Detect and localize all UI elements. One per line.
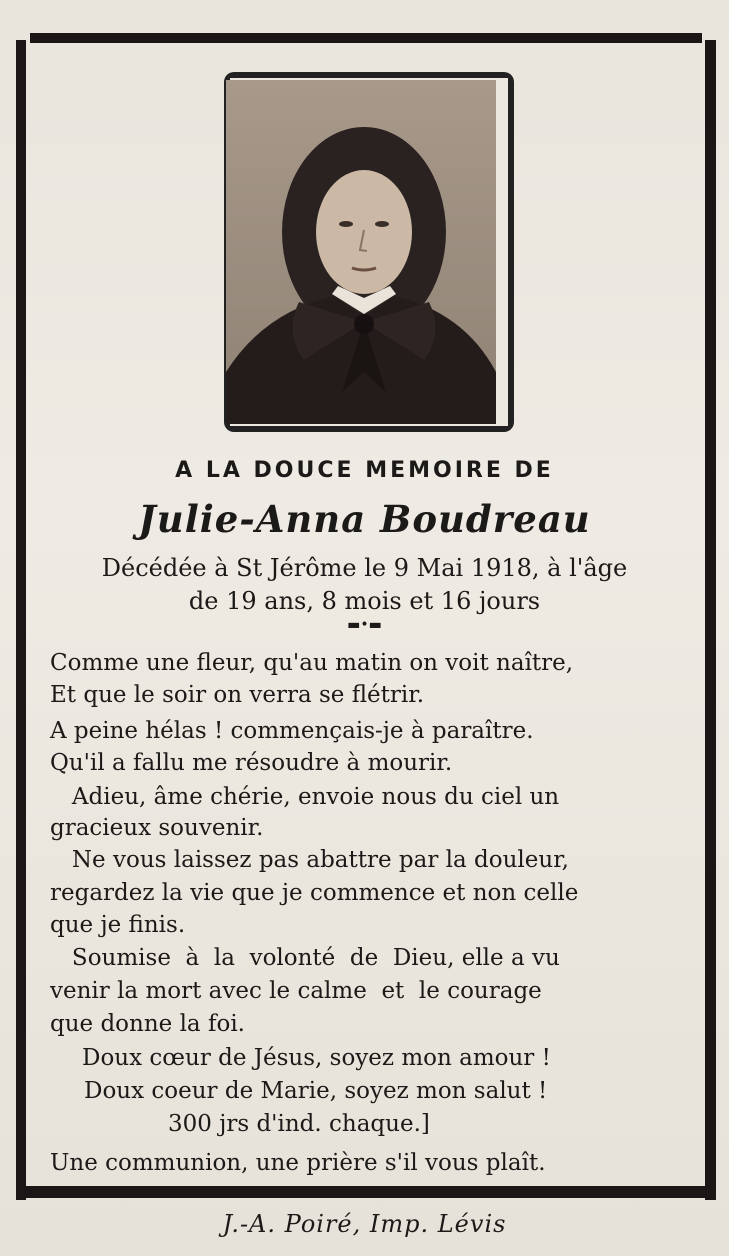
death-details-line-1: Décédée à St Jérôme le 9 Mai 1918, à l'âge — [101, 554, 628, 582]
memorial-heading: A LA DOUCE MEMOIRE DE — [175, 458, 554, 483]
paragraph-line: Soumise à la volonté de Dieu, elle a vu — [50, 945, 560, 971]
portrait-photo — [224, 72, 514, 432]
poem-line: A peine hélas ! commençais-je à paraître. — [50, 718, 534, 744]
paragraph-line: que donne la foi. — [50, 1011, 245, 1037]
closing-request: Une communion, une prière s'il vous plaît. — [50, 1150, 546, 1176]
paragraph-line: venir la mort avec le calme et le courage — [50, 978, 542, 1004]
prayer-sacred-heart: Doux cœur de Jésus, soyez mon amour ! — [82, 1045, 551, 1071]
poem-line: Qu'il a fallu me résoudre à mourir. — [50, 750, 453, 776]
paragraph-line: regardez la vie que je commence et non celle — [50, 880, 579, 906]
paragraph-line: Ne vous laissez pas abattre par la douleur, — [50, 847, 569, 873]
deceased-name: Julie-Anna Boudreau — [138, 497, 591, 541]
poem-line: Comme une fleur, qu'au matin on voit naître, — [50, 650, 574, 676]
paragraph-line: que je finis. — [50, 912, 186, 938]
paragraph-line: gracieux souvenir. — [50, 815, 264, 841]
death-details-line-2: de 19 ans, 8 mois et 16 jours — [188, 587, 541, 615]
paragraph-line: Adieu, âme chérie, envoie nous du ciel un — [50, 784, 560, 810]
ornament-divider: ▬•▬ — [347, 617, 382, 633]
mourning-border-bottom — [24, 1186, 705, 1198]
indulgence-note: 300 jrs d'ind. chaque.] — [168, 1111, 430, 1137]
poem-line: Et que le soir on verra se flétrir. — [50, 682, 425, 708]
printer-credit: J.-A. Poiré, Imp. Lévis — [222, 1210, 507, 1238]
prayer-mary: Doux coeur de Marie, soyez mon salut ! — [84, 1078, 548, 1104]
mourning-border-top — [30, 33, 702, 43]
